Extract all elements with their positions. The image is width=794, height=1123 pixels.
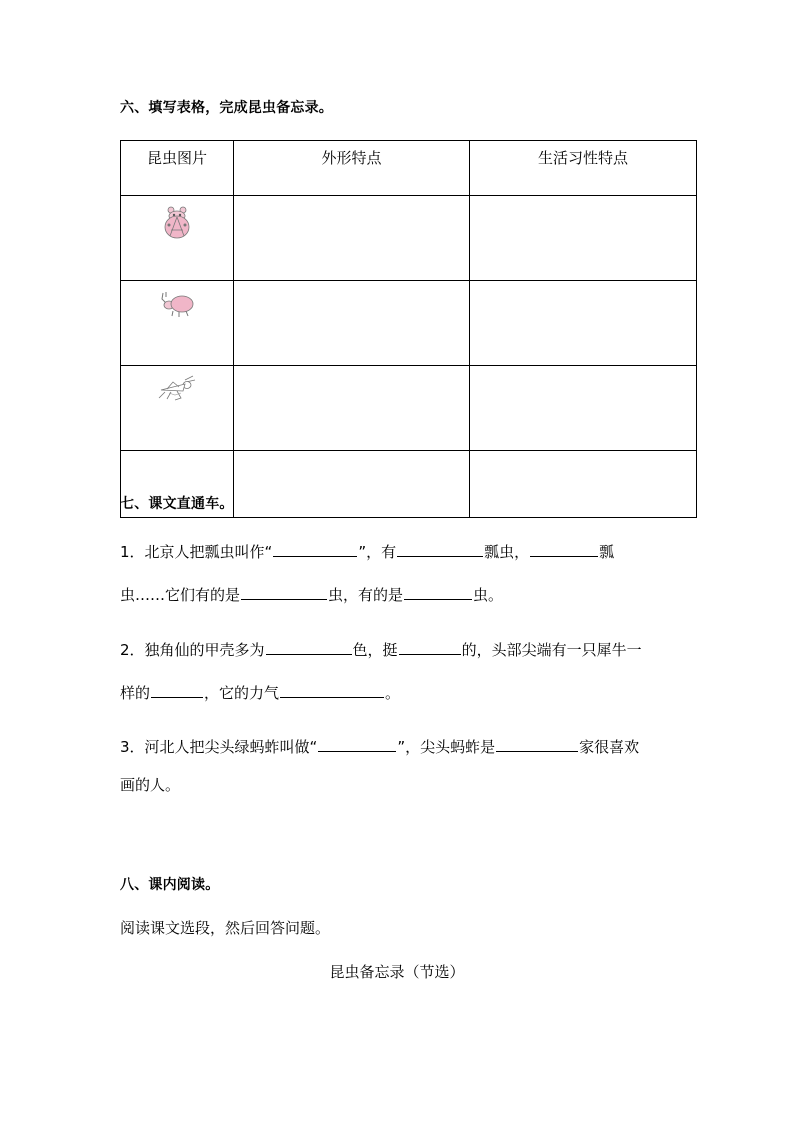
q2-blank-2[interactable] bbox=[399, 639, 461, 655]
question-1-line-1 bbox=[120, 541, 614, 562]
q3-text-a: 3．河北人把尖头绿蚂蚱叫做“ bbox=[120, 738, 318, 756]
q1-text-b: ”，有 bbox=[358, 543, 397, 561]
q3-blank-2[interactable] bbox=[496, 736, 578, 752]
header-appearance: 外形特点 bbox=[234, 141, 470, 196]
header-insect-image: 昆虫图片 bbox=[121, 141, 234, 196]
q1-text-c: 瓢虫， bbox=[484, 543, 530, 561]
table-row bbox=[121, 196, 697, 281]
question-3-line-1 bbox=[120, 736, 639, 757]
q2-text-c: 的，头部尖端有一只犀牛一 bbox=[461, 641, 642, 659]
grasshopper-icon bbox=[155, 374, 199, 404]
question-2-line-1 bbox=[120, 639, 642, 660]
question-1-line-2 bbox=[120, 584, 503, 605]
q2-text-d: 样的 bbox=[120, 684, 151, 702]
q1-blank-4[interactable] bbox=[241, 584, 327, 600]
header-habits: 生活习性特点 bbox=[470, 141, 697, 196]
habits-cell[interactable] bbox=[470, 451, 697, 518]
insect-image-cell bbox=[121, 196, 234, 281]
q1-blank-5[interactable] bbox=[404, 584, 472, 600]
section6-title: 六、填写表格，完成昆虫备忘录。 bbox=[120, 100, 333, 116]
rhinoceros-beetle-icon bbox=[157, 289, 197, 321]
question-2-line-2 bbox=[120, 682, 400, 703]
table-row bbox=[121, 281, 697, 366]
q1-text-g: 虫。 bbox=[473, 586, 504, 604]
habits-cell[interactable] bbox=[470, 281, 697, 366]
table-row bbox=[121, 366, 697, 451]
q1-blank-2[interactable] bbox=[397, 541, 483, 557]
habits-cell[interactable] bbox=[470, 366, 697, 451]
q2-blank-3[interactable] bbox=[151, 682, 203, 698]
q2-text-a: 2．独角仙的甲壳多为 bbox=[120, 641, 265, 659]
q3-text-c: 家很喜欢 bbox=[579, 738, 640, 756]
section7-title: 七、课文直通车。 bbox=[120, 496, 234, 512]
section8-title: 八、课内阅读。 bbox=[120, 877, 220, 893]
q3-text-b: ”，尖头蚂蚱是 bbox=[397, 738, 496, 756]
q3-blank-1[interactable] bbox=[318, 736, 396, 752]
q1-text-f: 虫，有的是 bbox=[328, 586, 404, 604]
q2-text-f: 。 bbox=[385, 684, 401, 702]
q2-blank-4[interactable] bbox=[280, 682, 384, 698]
table-header-row bbox=[121, 141, 697, 196]
q1-blank-1[interactable] bbox=[273, 541, 357, 557]
appearance-cell[interactable] bbox=[234, 451, 470, 518]
q2-blank-1[interactable] bbox=[266, 639, 352, 655]
insect-image-cell bbox=[121, 366, 234, 451]
habits-cell[interactable] bbox=[470, 196, 697, 281]
reading-instruction: 阅读课文选段，然后回答问题。 bbox=[120, 919, 331, 937]
q1-text-a: 1．北京人把瓢虫叫作“ bbox=[120, 543, 273, 561]
q2-text-e: ，它的力气 bbox=[204, 684, 280, 702]
appearance-cell[interactable] bbox=[234, 366, 470, 451]
q1-text-d: 瓢 bbox=[599, 543, 615, 561]
passage-title: 昆虫备忘录（节选） bbox=[329, 963, 465, 981]
q3-text-d: 画的人。 bbox=[120, 776, 181, 794]
q2-text-b: 色，挺 bbox=[352, 641, 398, 659]
insect-memo-table bbox=[120, 140, 697, 518]
insect-image-cell bbox=[121, 281, 234, 366]
appearance-cell[interactable] bbox=[234, 281, 470, 366]
q1-text-e: 虫……它们有的是 bbox=[120, 586, 241, 604]
appearance-cell[interactable] bbox=[234, 196, 470, 281]
q1-blank-3[interactable] bbox=[530, 541, 598, 557]
question-3-line-2 bbox=[120, 774, 180, 795]
ladybug-icon bbox=[159, 204, 195, 240]
